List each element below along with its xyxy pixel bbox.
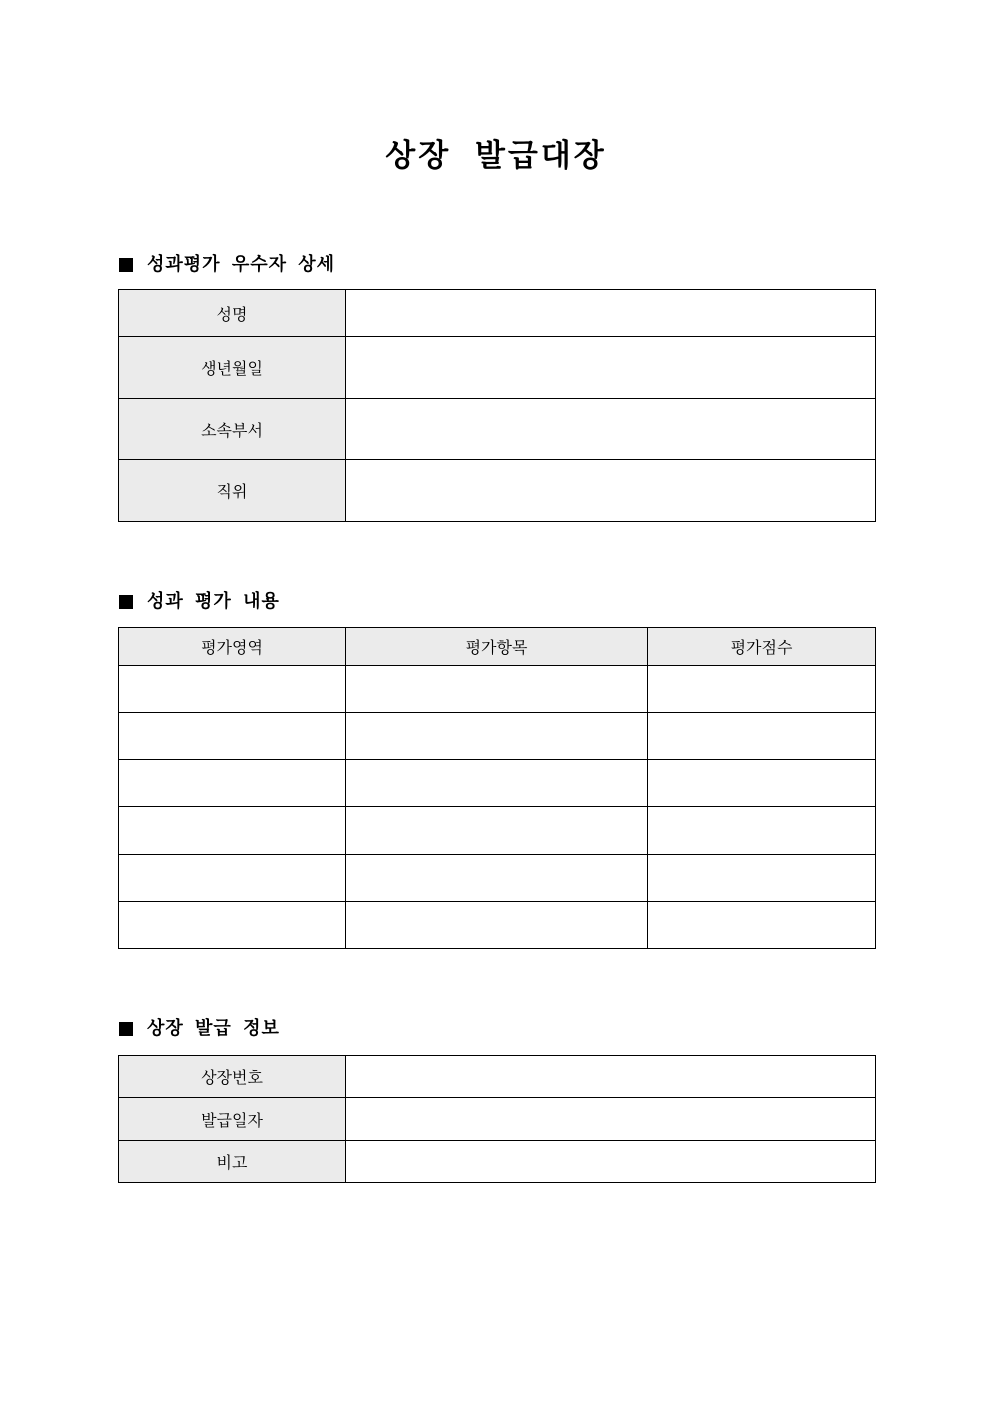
label-cell: 상장번호: [119, 1056, 346, 1098]
section-heading-award-issue-info: [119, 1017, 280, 1041]
table-row: [119, 902, 876, 949]
remarks-field[interactable]: [346, 1141, 876, 1183]
department-field[interactable]: [346, 399, 876, 460]
award-number-field[interactable]: [346, 1056, 876, 1098]
table-header-row: [119, 628, 876, 666]
table-row: [119, 290, 876, 337]
score-cell[interactable]: [648, 855, 876, 902]
square-bullet-icon: [119, 258, 133, 272]
item-cell[interactable]: [346, 855, 648, 902]
square-bullet-icon: [119, 1022, 133, 1036]
document-title: 상장 발급대장: [385, 138, 607, 174]
item-cell[interactable]: [346, 713, 648, 760]
section-heading-evaluation-content: [119, 590, 280, 614]
position-field[interactable]: [346, 460, 876, 522]
table-row: [119, 760, 876, 807]
area-cell[interactable]: [119, 807, 346, 855]
table-row: [119, 337, 876, 399]
label-cell: 소속부서: [119, 399, 346, 460]
area-cell[interactable]: [119, 855, 346, 902]
section-heading-awardee-details: [119, 253, 335, 277]
column-header-score: 평가점수: [648, 628, 876, 666]
item-cell[interactable]: [346, 760, 648, 807]
column-header-area: 평가영역: [119, 628, 346, 666]
table-row: [119, 1056, 876, 1098]
score-cell[interactable]: [648, 902, 876, 949]
score-cell[interactable]: [648, 713, 876, 760]
item-cell[interactable]: [346, 902, 648, 949]
name-field[interactable]: [346, 290, 876, 337]
table-row: [119, 713, 876, 760]
score-cell[interactable]: [648, 807, 876, 855]
birthdate-field[interactable]: [346, 337, 876, 399]
award-issue-table: [118, 1055, 876, 1183]
label-cell: 생년월일: [119, 337, 346, 399]
table-row: [119, 807, 876, 855]
label-cell: 발급일자: [119, 1098, 346, 1141]
section-heading-label: 성과 평가 내용: [147, 591, 280, 612]
label-cell: 비고: [119, 1141, 346, 1183]
score-cell[interactable]: [648, 666, 876, 713]
area-cell[interactable]: [119, 760, 346, 807]
table-row: [119, 399, 876, 460]
score-cell[interactable]: [648, 760, 876, 807]
label-cell: 직위: [119, 460, 346, 522]
area-cell[interactable]: [119, 666, 346, 713]
table-row: [119, 1098, 876, 1141]
column-header-item: 평가항목: [346, 628, 648, 666]
section-heading-label: 상장 발급 정보: [147, 1018, 280, 1039]
item-cell[interactable]: [346, 666, 648, 713]
table-row: [119, 1141, 876, 1183]
awardee-details-table: [118, 289, 876, 522]
table-row: [119, 460, 876, 522]
area-cell[interactable]: [119, 902, 346, 949]
item-cell[interactable]: [346, 807, 648, 855]
label-cell: 성명: [119, 290, 346, 337]
issue-date-field[interactable]: [346, 1098, 876, 1141]
evaluation-table: [118, 627, 876, 949]
table-row: [119, 855, 876, 902]
table-row: [119, 666, 876, 713]
section-heading-label: 성과평가 우수자 상세: [147, 254, 336, 275]
square-bullet-icon: [119, 595, 133, 609]
area-cell[interactable]: [119, 713, 346, 760]
